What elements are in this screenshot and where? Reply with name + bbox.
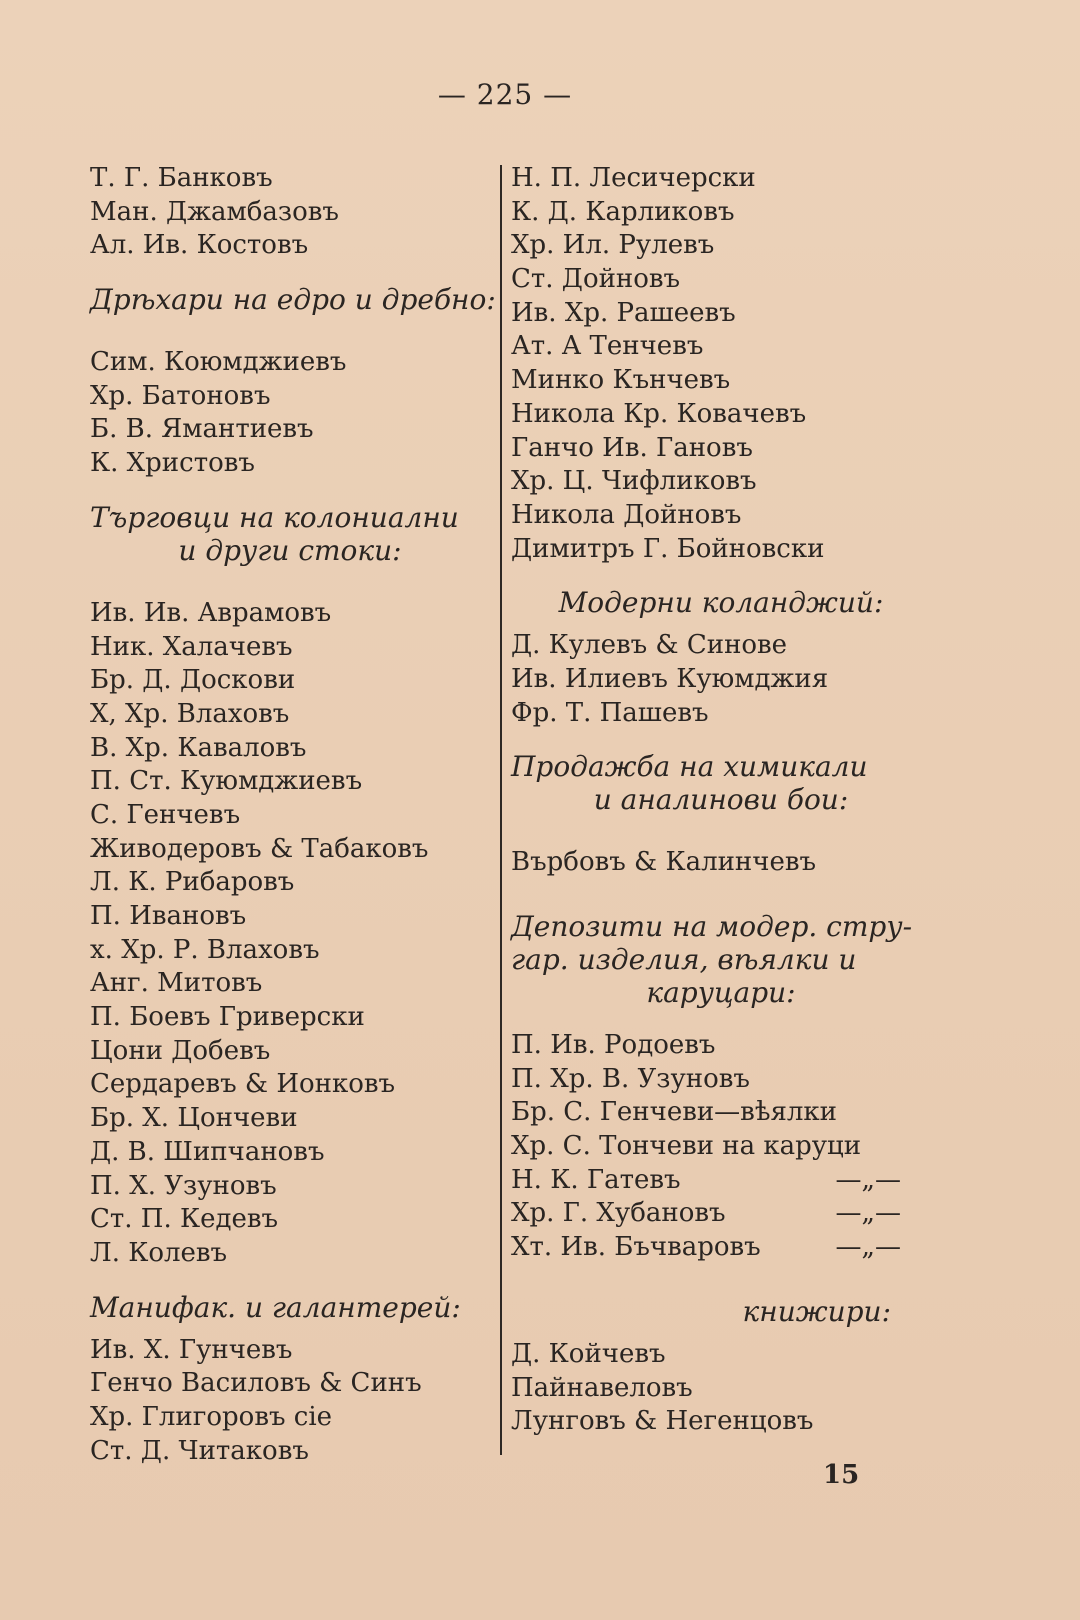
list-entry: Ст. Д. Читаковъ xyxy=(90,1435,309,1466)
list-entry: П. Боевъ Гриверски xyxy=(90,1002,365,1033)
list-entry: Сим. Коюмджиевъ xyxy=(90,347,347,378)
list-entry: Хр. Ил. Рулевъ xyxy=(511,230,715,261)
list-entry: Х, Хр. Влаховъ xyxy=(90,698,290,729)
list-entry: Д. В. Шипчановъ xyxy=(90,1136,325,1167)
list-entry: Бр. Д. Доскови xyxy=(90,665,296,696)
list-entry: П. Ивановъ xyxy=(90,901,247,931)
list-entry: П. Хр. В. Узуновъ xyxy=(511,1063,750,1094)
list-entry xyxy=(511,1231,931,1265)
section-heading-colonial-goods: Търговци на колониални xyxy=(90,500,459,534)
list-entry: Фр. Т. Пашевъ xyxy=(511,697,709,728)
list-entry: Хр. Глигоровъ сіе xyxy=(90,1401,333,1432)
ditto-mark: —„— xyxy=(835,1232,901,1263)
list-entry: Н. П. Лесичерски xyxy=(511,163,756,193)
section-heading-depots: Депозити на модер. стру- xyxy=(511,910,913,943)
list-entry: Ст. П. Кедевъ xyxy=(90,1204,279,1235)
list-entry: Л. Колевъ xyxy=(90,1237,228,1268)
list-entry: Анг. Митовъ xyxy=(90,968,263,999)
list-entry: Ник. Халачевъ xyxy=(90,631,293,662)
list-entry: Никола Кр. Ковачевъ xyxy=(511,398,807,429)
left-column xyxy=(90,162,496,1468)
list-entry: Л. К. Рибаровъ xyxy=(90,867,295,898)
list-entry: Живодеровъ & Табаковъ xyxy=(90,833,429,864)
list-entry: Б. В. Ямантиевъ xyxy=(90,414,314,445)
list-entry: Генчо Василовъ & Синъ xyxy=(90,1368,422,1399)
right-column xyxy=(511,162,931,1439)
section-heading-depots-line3: каруцари: xyxy=(646,976,796,1009)
list-entry xyxy=(511,1164,931,1198)
ditto-mark: —„— xyxy=(835,1164,901,1195)
list-entry: Хр. С. Тончеви на каруци xyxy=(511,1131,862,1162)
section-heading-chemicals: Продажба на химикали xyxy=(511,750,868,784)
list-entry xyxy=(511,1197,931,1231)
section-heading-chemicals-line2: и аналинови бои: xyxy=(593,783,849,817)
list-entry: Ив. Хр. Рашеевъ xyxy=(511,297,736,328)
section-heading-colonial-goods-line2: и други стоки: xyxy=(178,533,402,567)
list-entry: х. Хр. Р. Влаховъ xyxy=(90,934,320,965)
list-entry: Димитръ Г. Бойновски xyxy=(511,533,825,564)
ditto-mark: —„— xyxy=(835,1198,901,1229)
section-heading-belt-makers: Модерни коланджий: xyxy=(558,586,884,620)
section-heading-depots-line2: гар. изделия, вѣялки и xyxy=(511,943,857,976)
list-entry: Хр. Ц. Чифликовъ xyxy=(511,466,757,497)
list-entry: С. Генчевъ xyxy=(90,799,241,830)
list-entry: Ив. Илиевъ Куюмджия xyxy=(511,663,829,694)
list-entry: Минко Кънчевъ xyxy=(511,365,731,396)
list-entry: Никола Дойновъ xyxy=(511,499,742,530)
entry-name: Хт. Ив. Бъчваровъ xyxy=(511,1232,761,1263)
section-heading-haberdashery: Манифак. и галантерей: xyxy=(90,1290,461,1324)
list-entry: Лунговъ & Негенцовъ xyxy=(511,1406,814,1437)
list-entry: К. Христовъ xyxy=(90,448,255,479)
list-entry: Бр. С. Генчеви—вѣялки xyxy=(511,1097,837,1128)
list-entry: Ман. Джамбазовъ xyxy=(90,196,339,227)
list-entry: Ал. Ив. Костовъ xyxy=(90,230,309,261)
list-entry: Ив. Х. Гунчевъ xyxy=(90,1334,293,1365)
list-entry: Цони Добевъ xyxy=(90,1035,271,1066)
list-entry: Т. Г. Банковъ xyxy=(90,163,273,193)
list-entry: Ст. Дойновъ xyxy=(511,264,681,295)
list-entry: П. Ст. Куюмджиевъ xyxy=(90,766,363,797)
list-entry: Д. Койчевъ xyxy=(511,1338,666,1369)
list-entry: П. Х. Узуновъ xyxy=(90,1170,277,1201)
list-entry: Пайнавеловъ xyxy=(511,1372,693,1403)
section-heading-clothiers: Дрѣхари на едро и дребно: xyxy=(90,283,496,317)
column-divider xyxy=(500,165,502,1455)
list-entry: Ив. Ив. Аврамовъ xyxy=(90,597,332,628)
list-entry: К. Д. Карликовъ xyxy=(511,196,735,227)
page-number: — 225 — xyxy=(437,78,573,111)
list-entry: Сердаревъ & Ионковъ xyxy=(90,1069,396,1100)
section-heading-booksellers: книжири: xyxy=(742,1294,891,1328)
list-entry: Бр. Х. Цончеви xyxy=(90,1103,298,1134)
entry-name: Хр. Г. Хубановъ xyxy=(511,1198,726,1229)
list-entry: Д. Кулевъ & Синове xyxy=(511,630,788,661)
entry-name: Н. К. Гатевъ xyxy=(511,1164,681,1195)
list-entry: В. Хр. Каваловъ xyxy=(90,732,307,763)
list-entry: Ганчо Ив. Гановъ xyxy=(511,432,753,463)
list-entry: Хр. Батоновъ xyxy=(90,380,271,411)
list-entry: Върбовъ & Калинчевъ xyxy=(511,847,817,878)
list-entry: П. Ив. Родоевъ xyxy=(511,1030,716,1060)
signature-mark: 15 xyxy=(823,1460,860,1490)
list-entry: Ат. А Тенчевъ xyxy=(511,331,704,362)
